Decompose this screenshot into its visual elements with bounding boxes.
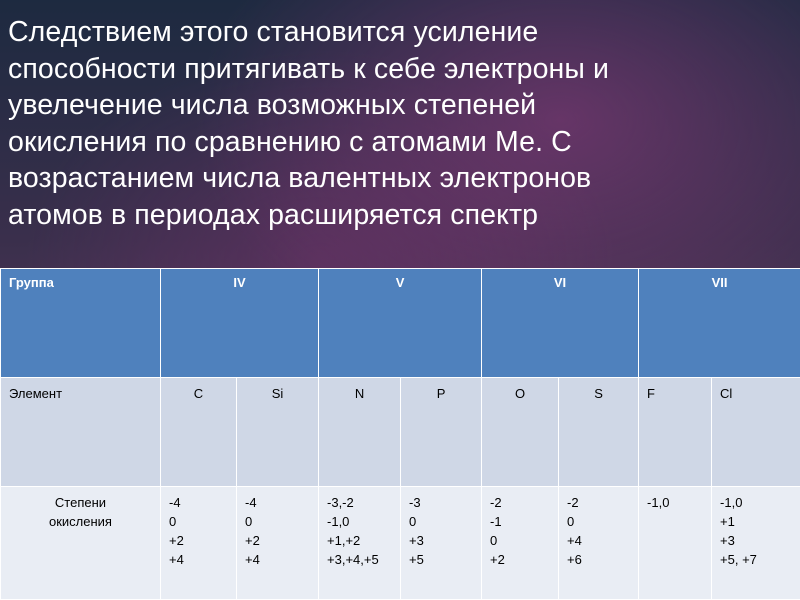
oxidation-value: -1,0 [327,514,350,529]
element-cell: F [639,378,712,487]
oxidation-value: +2 [490,552,505,567]
oxidation-value: 0 [245,514,253,529]
oxidation-value: -2 [567,495,579,510]
heading-line: атомов в периодах расширяется спектр [8,198,539,231]
slide-heading [8,14,788,233]
heading-line: способности притягивать к себе электроны и [8,52,610,85]
oxidation-cell [482,487,559,600]
oxidation-value: -2 [490,495,502,510]
group-header-cell: Группа [1,269,161,378]
oxidation-value: +1 [720,514,735,529]
element-cell: Si [237,378,319,487]
oxidation-header-line: окисления [49,514,112,529]
oxidation-value: -1,0 [720,495,743,510]
oxidation-value: +4 [245,552,260,567]
group-header-row [1,269,800,378]
group-cell: IV [161,269,319,378]
oxidation-header-line: Степени [54,495,107,510]
oxidation-cell [319,487,401,600]
oxidation-value: 0 [567,514,575,529]
oxidation-value: +2 [245,533,260,548]
group-cell: V [319,269,482,378]
element-cell: O [482,378,559,487]
oxidation-header-cell [1,487,161,600]
oxidation-states-table [0,268,800,600]
oxidation-value: -1,0 [647,495,670,510]
element-cell: C [161,378,237,487]
oxidation-value: -1 [490,514,502,529]
oxidation-value: +3 [409,533,424,548]
oxidation-value: -4 [169,495,181,510]
oxidation-cell [639,487,712,600]
oxidation-row [1,487,800,600]
oxidation-value: +2 [169,533,184,548]
element-cell: S [559,378,639,487]
oxidation-value: +5 [409,552,424,567]
heading-line: окисления по сравнению с атомами Ме. С [8,125,572,158]
oxidation-value: +4 [169,552,184,567]
heading-line: увелечение числа возможных степеней [8,89,537,121]
element-header-cell: Элемент [1,378,161,487]
oxidation-cell [161,487,237,600]
oxidation-value: 0 [169,514,177,529]
element-cell: P [401,378,482,487]
oxidation-value: 0 [409,514,417,529]
oxidation-value: -3 [409,495,421,510]
oxidation-value: -4 [245,495,257,510]
heading-line: возрастанием числа валентных электронов [8,162,592,194]
element-cell: Cl [712,378,800,487]
oxidation-value: -3,-2 [327,495,354,510]
heading-line: Следствием этого становится усиление [8,16,539,48]
oxidation-cell [559,487,639,600]
oxidation-value: +1,+2 [327,533,361,548]
oxidation-value: 0 [490,533,498,548]
oxidation-value: +6 [567,552,582,567]
group-cell: VII [639,269,800,378]
oxidation-cell [401,487,482,600]
oxidation-value: +4 [567,533,582,548]
oxidation-value: +3 [720,533,735,548]
oxidation-value: +3,+4,+5 [327,552,379,567]
oxidation-value: +5, +7 [720,552,757,567]
oxidation-cell [237,487,319,600]
element-cell: N [319,378,401,487]
group-cell: VI [482,269,639,378]
oxidation-cell [712,487,800,600]
element-row [1,378,800,487]
